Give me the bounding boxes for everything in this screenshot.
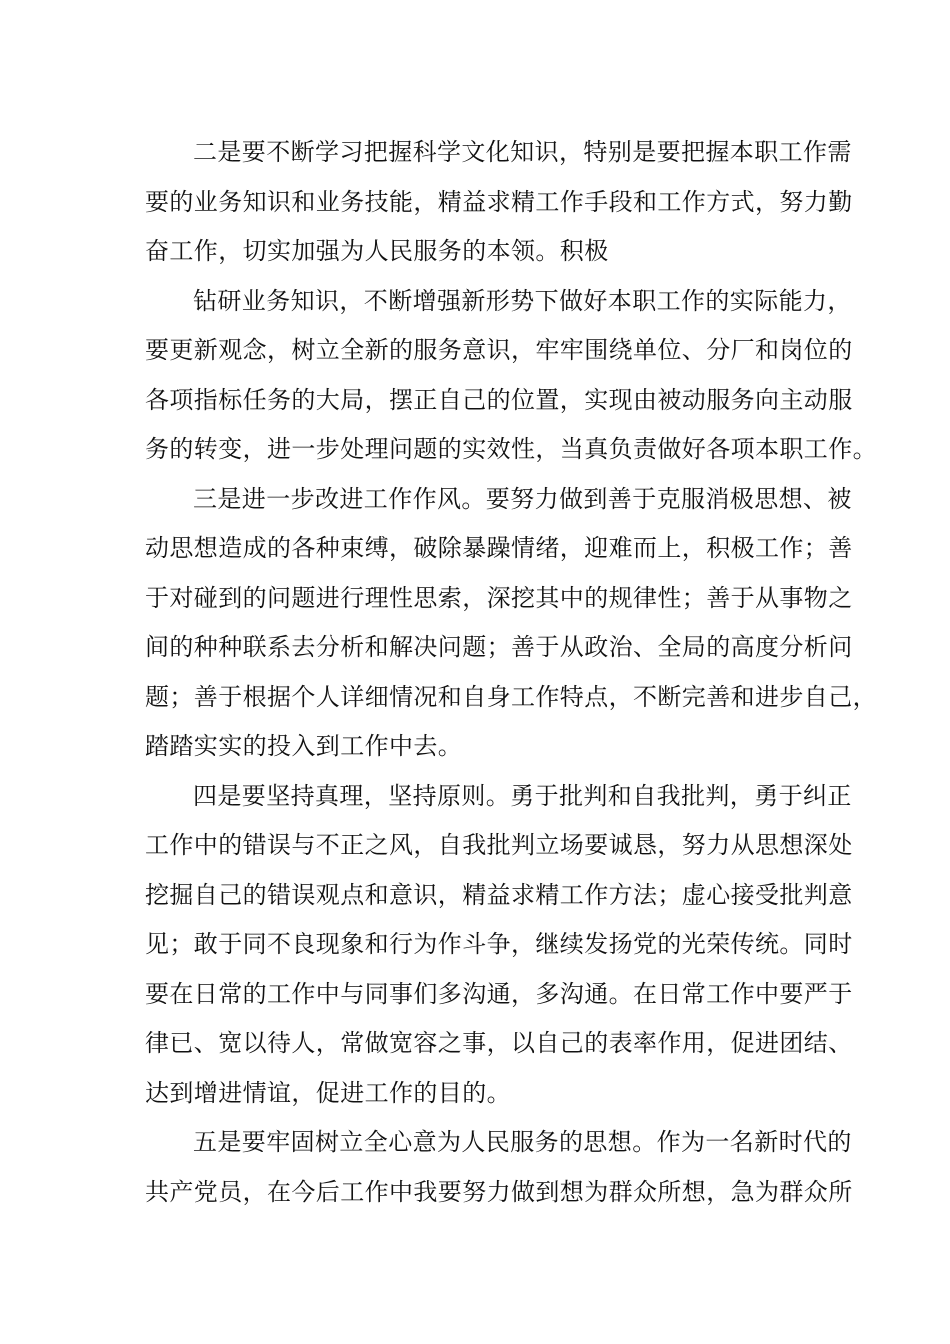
paragraph-line: 见；敢于同不良现象和行为作斗争，继续发扬党的光荣传统。同时 <box>145 930 853 958</box>
paragraph-line: 间的种种联系去分析和解决问题；善于从政治、全局的高度分析问 <box>145 633 853 661</box>
paragraph-line: 要更新观念，树立全新的服务意识，牢牢围绕单位、分厂和岗位的 <box>145 336 853 364</box>
paragraph-line: 要的业务知识和业务技能，精益求精工作手段和工作方式，努力勤 <box>145 187 853 216</box>
paragraph-line: 题；善于根据个人详细情况和自身工作特点，不断完善和进步自己， <box>145 682 877 711</box>
paragraph-line: 钻研业务知识，不断增强新形势下做好本职工作的实际能力， <box>193 286 852 315</box>
paragraph-line: 三是进一步改进工作作风。要努力做到善于克服消极思想、被 <box>193 484 852 513</box>
paragraph-line: 二是要不断学习把握科学文化知识，特别是要把握本职工作需 <box>193 138 852 166</box>
paragraph-line: 工作中的错误与不正之风，自我批判立场要诚恳，努力从思想深处 <box>145 831 853 859</box>
paragraph-line: 共产党员，在今后工作中我要努力做到想为群众所想，急为群众所 <box>145 1177 853 1206</box>
paragraph-line: 要在日常的工作中与同事们多沟通，多沟通。在日常工作中要严于 <box>145 979 853 1008</box>
paragraph-line: 动思想造成的各种束缚，破除暴躁情绪，迎难而上，积极工作；善 <box>145 534 853 562</box>
document-body <box>145 128 877 1217</box>
paragraph-line: 四是要坚持真理，坚持原则。勇于批判和自我批判，勇于纠正 <box>193 781 852 810</box>
paragraph-line: 律已、宽以待人，常做宽容之事，以自己的表率作用，促进团结、 <box>145 1029 853 1057</box>
paragraph-line: 挖掘自己的错误观点和意识，精益求精工作方法；虚心接受批判意 <box>145 880 853 909</box>
paragraph-line: 五是要牢固树立全心意为人民服务的思想。作为一名新时代的 <box>193 1128 852 1156</box>
paragraph-line: 达到增进情谊，促进工作的目的。 <box>145 1078 511 1107</box>
paragraph-line: 于对碰到的问题进行理性思索，深挖其中的规律性；善于从事物之 <box>145 583 853 612</box>
paragraph-line: 各项指标任务的大局，摆正自己的位置，实现由被动服务向主动服 <box>145 385 853 414</box>
paragraph-line: 奋工作，切实加强为人民服务的本领。积极 <box>145 237 609 265</box>
paragraph-line: 务的转变，进一步处理问题的实效性，当真负责做好各项本职工作。 <box>145 435 877 463</box>
paragraph-line: 踏踏实实的投入到工作中去。 <box>145 732 463 760</box>
